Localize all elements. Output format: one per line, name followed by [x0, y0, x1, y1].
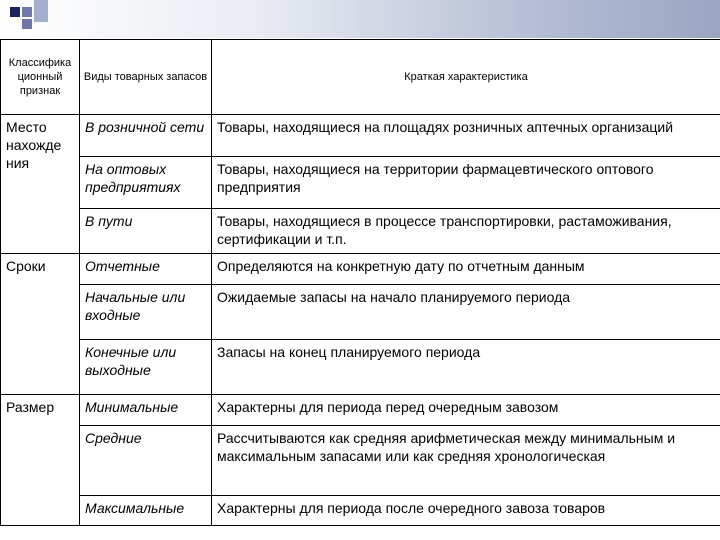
- inventory-description: Товары, находящиеся на территории фармацевтического оптового предприятия: [212, 157, 720, 209]
- inventory-description: Запасы на конец планируемого периода: [212, 340, 720, 395]
- header-short-description: Краткая характеристика: [212, 40, 720, 115]
- inventory-type: На оптовых предприятиях: [80, 157, 212, 209]
- table-row: [1, 496, 720, 526]
- decor-square-light: [34, 0, 48, 22]
- group-sign-size: Размер: [1, 395, 80, 526]
- table-row: [1, 285, 720, 340]
- table-row: [1, 426, 720, 496]
- inventory-description: Товары, находящиеся на площадях розничных аптечных организаций: [212, 115, 720, 157]
- inventory-type: Максимальные: [80, 496, 212, 526]
- inventory-type: Минимальные: [80, 395, 212, 426]
- inventory-type: Начальные или входные: [80, 285, 212, 340]
- header-inventory-types: Виды товарных запасов: [80, 40, 212, 115]
- table-header-row: [1, 40, 720, 115]
- inventory-description: Характерны для периода после очередного завоза товаров: [212, 496, 720, 526]
- inventory-type: В розничной сети: [80, 115, 212, 157]
- group-sign-location: Место нахожде ния: [1, 115, 80, 254]
- inventory-description: Характерны для периода перед очередным завозом: [212, 395, 720, 426]
- decor-square-mid: [22, 7, 32, 17]
- inventory-description: Рассчитываются как средняя арифметическая между минимальным и максимальным запасами или как средняя хронологическая: [212, 426, 720, 496]
- inventory-type: В пути: [80, 209, 212, 254]
- table-row: [1, 254, 720, 285]
- inventory-description: Определяются на конкретную дату по отчетным данным: [212, 254, 720, 285]
- inventory-type: Средние: [80, 426, 212, 496]
- slide-header-band: [0, 0, 720, 38]
- inventory-description: Ожидаемые запасы на начало планируемого периода: [212, 285, 720, 340]
- inventory-classification-table: [0, 39, 720, 526]
- inventory-type: Конечные или выходные: [80, 340, 212, 395]
- inventory-type: Отчетные: [80, 254, 212, 285]
- header-classification-sign: Классифика ционный признак: [1, 40, 80, 115]
- decor-square-small: [22, 19, 32, 29]
- table-row: [1, 209, 720, 254]
- group-sign-terms: Сроки: [1, 254, 80, 395]
- table-row: [1, 395, 720, 426]
- table-row: [1, 157, 720, 209]
- decor-square-dark: [10, 7, 20, 17]
- table-row: [1, 115, 720, 157]
- inventory-description: Товары, находящиеся в процессе транспортировки, растаможивания, сертификации и т.п.: [212, 209, 720, 254]
- table-row: [1, 340, 720, 395]
